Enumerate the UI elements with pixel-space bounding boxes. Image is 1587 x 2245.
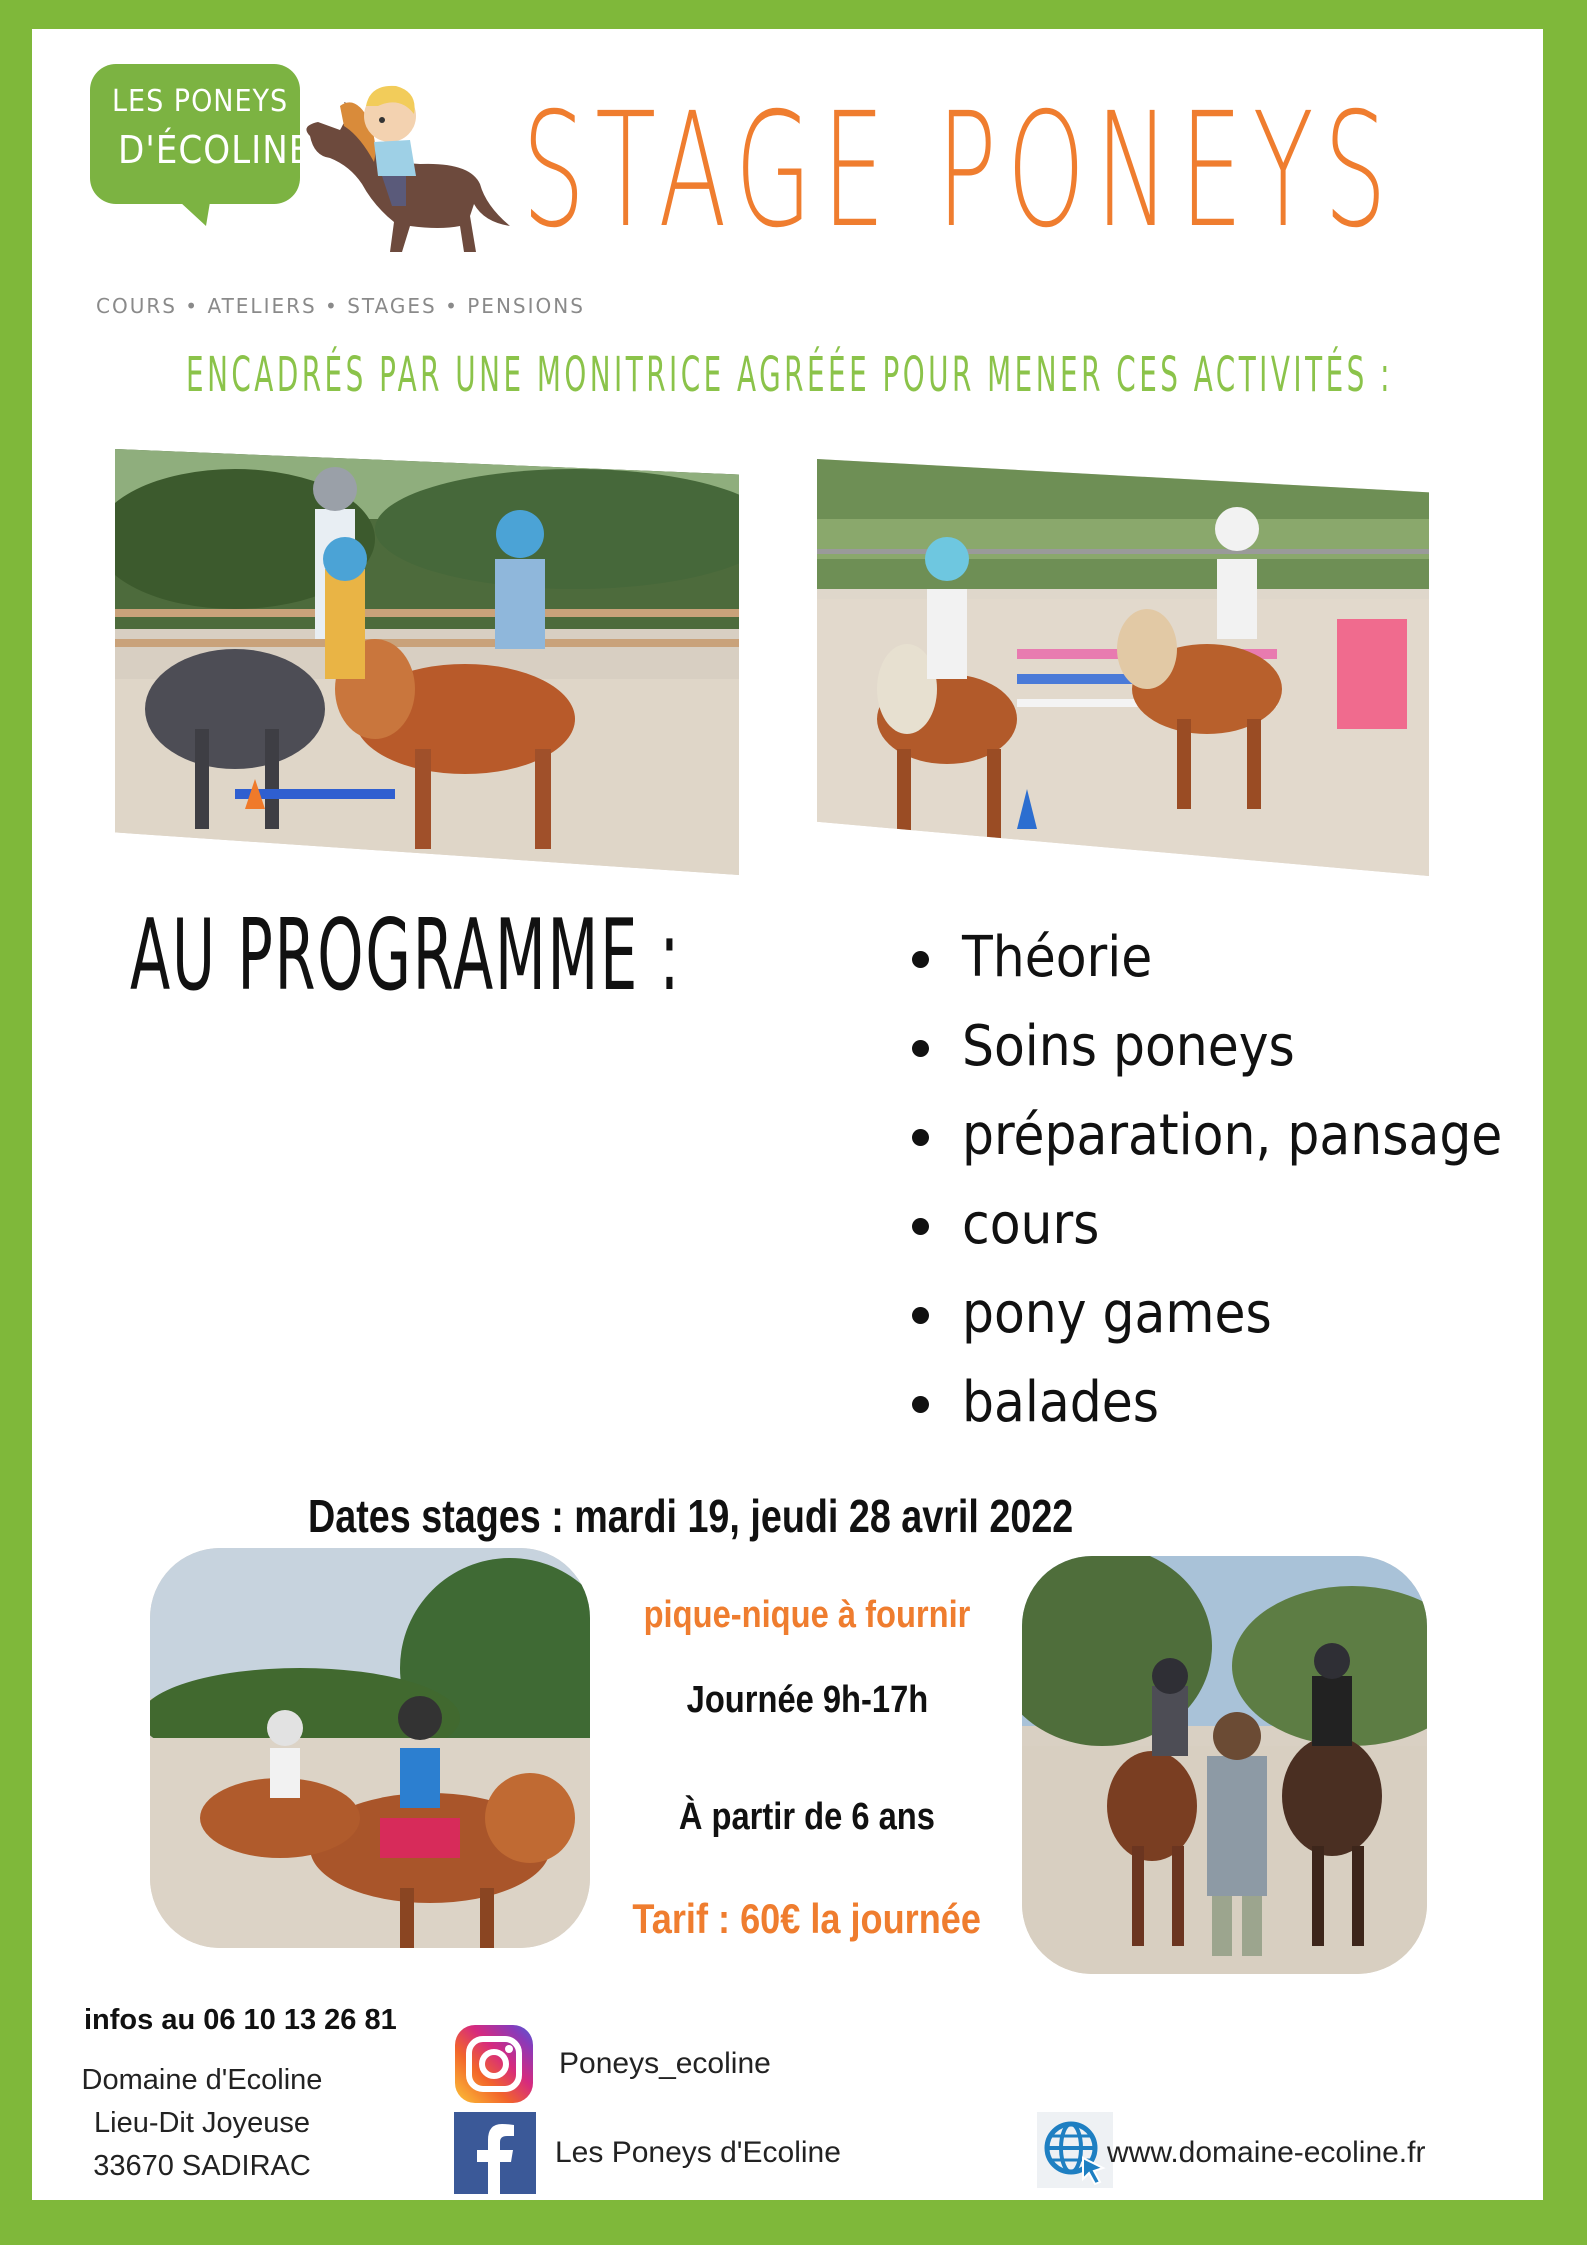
logo-speech-bubble [90, 64, 312, 204]
photo-pony-games-jumps [817, 459, 1429, 876]
photo-instructor-with-riders [1022, 1556, 1427, 1974]
picnic-text: pique-nique à fournir [643, 1594, 971, 1636]
programme-item [872, 1105, 1502, 1194]
programme-item [872, 927, 1502, 1016]
age-info [592, 1796, 1022, 1839]
price-info [592, 1895, 1022, 1943]
facebook-icon[interactable] [454, 2112, 536, 2194]
programme-item-label: pony games [962, 1281, 1272, 1346]
programme-item-label: préparation, pansage [962, 1103, 1503, 1168]
address-line: 33670 SADIRAC [93, 2150, 311, 2182]
programme-list [872, 927, 1502, 1461]
photo-group-ride [150, 1548, 590, 1948]
logo-text-line2: D'ÉCOLINE [118, 128, 312, 172]
instagram-handle[interactable]: Poneys_ecoline [559, 2047, 771, 2080]
photo-children-ponies-arena [115, 449, 739, 875]
website-link[interactable]: www.domaine-ecoline.fr [1107, 2136, 1426, 2169]
logo-tagline: COURS • ATELIERS • STAGES • PENSIONS [96, 294, 585, 318]
bullet-icon [912, 1040, 929, 1057]
programme-item [872, 1283, 1502, 1372]
globe-cursor-icon[interactable] [1037, 2112, 1113, 2188]
brand-logo [90, 64, 585, 324]
address-line: Domaine d'Ecoline [81, 2064, 323, 2096]
stage-dates: Dates stages : mardi 19, jeudi 28 avril 2022 [308, 1490, 1074, 1542]
pony-rider-logo-illustration [270, 66, 510, 276]
bullet-icon [912, 1396, 929, 1413]
programme-item-label: Soins poneys [962, 1014, 1295, 1079]
postal-address [72, 2059, 332, 2188]
programme-item [872, 1194, 1502, 1283]
instagram-icon[interactable] [455, 2025, 533, 2103]
programme-item-label: cours [962, 1192, 1100, 1257]
programme-heading: AU PROGRAMME : [130, 899, 682, 1013]
bullet-icon [912, 1218, 929, 1235]
picnic-info [592, 1594, 1022, 1637]
programme-item [872, 1016, 1502, 1105]
programme-item-label: balades [962, 1370, 1159, 1435]
day-hours-info [592, 1679, 1022, 1722]
price-text: Tarif : 60€ la journée [632, 1895, 982, 1942]
page-title: STAGE PONEYS [522, 79, 1397, 263]
age-text: À partir de 6 ans [678, 1796, 936, 1838]
bullet-icon [912, 1307, 929, 1324]
logo-text-line1: LES PONEYS [112, 84, 289, 119]
programme-item [872, 1372, 1502, 1461]
subtitle: ENCADRÉS PAR UNE MONITRICE AGRÉÉE POUR MENER CES ACTIVITÉS : [186, 347, 1393, 403]
bullet-icon [912, 1129, 929, 1146]
flyer-page [32, 29, 1543, 2200]
day-hours-text: Journée 9h-17h [686, 1679, 928, 1721]
facebook-page-name[interactable]: Les Poneys d'Ecoline [555, 2136, 841, 2169]
bullet-icon [912, 951, 929, 968]
programme-item-label: Théorie [962, 925, 1153, 990]
address-line: Lieu-Dit Joyeuse [94, 2107, 310, 2139]
contact-phone: infos au 06 10 13 26 81 [84, 2004, 397, 2036]
